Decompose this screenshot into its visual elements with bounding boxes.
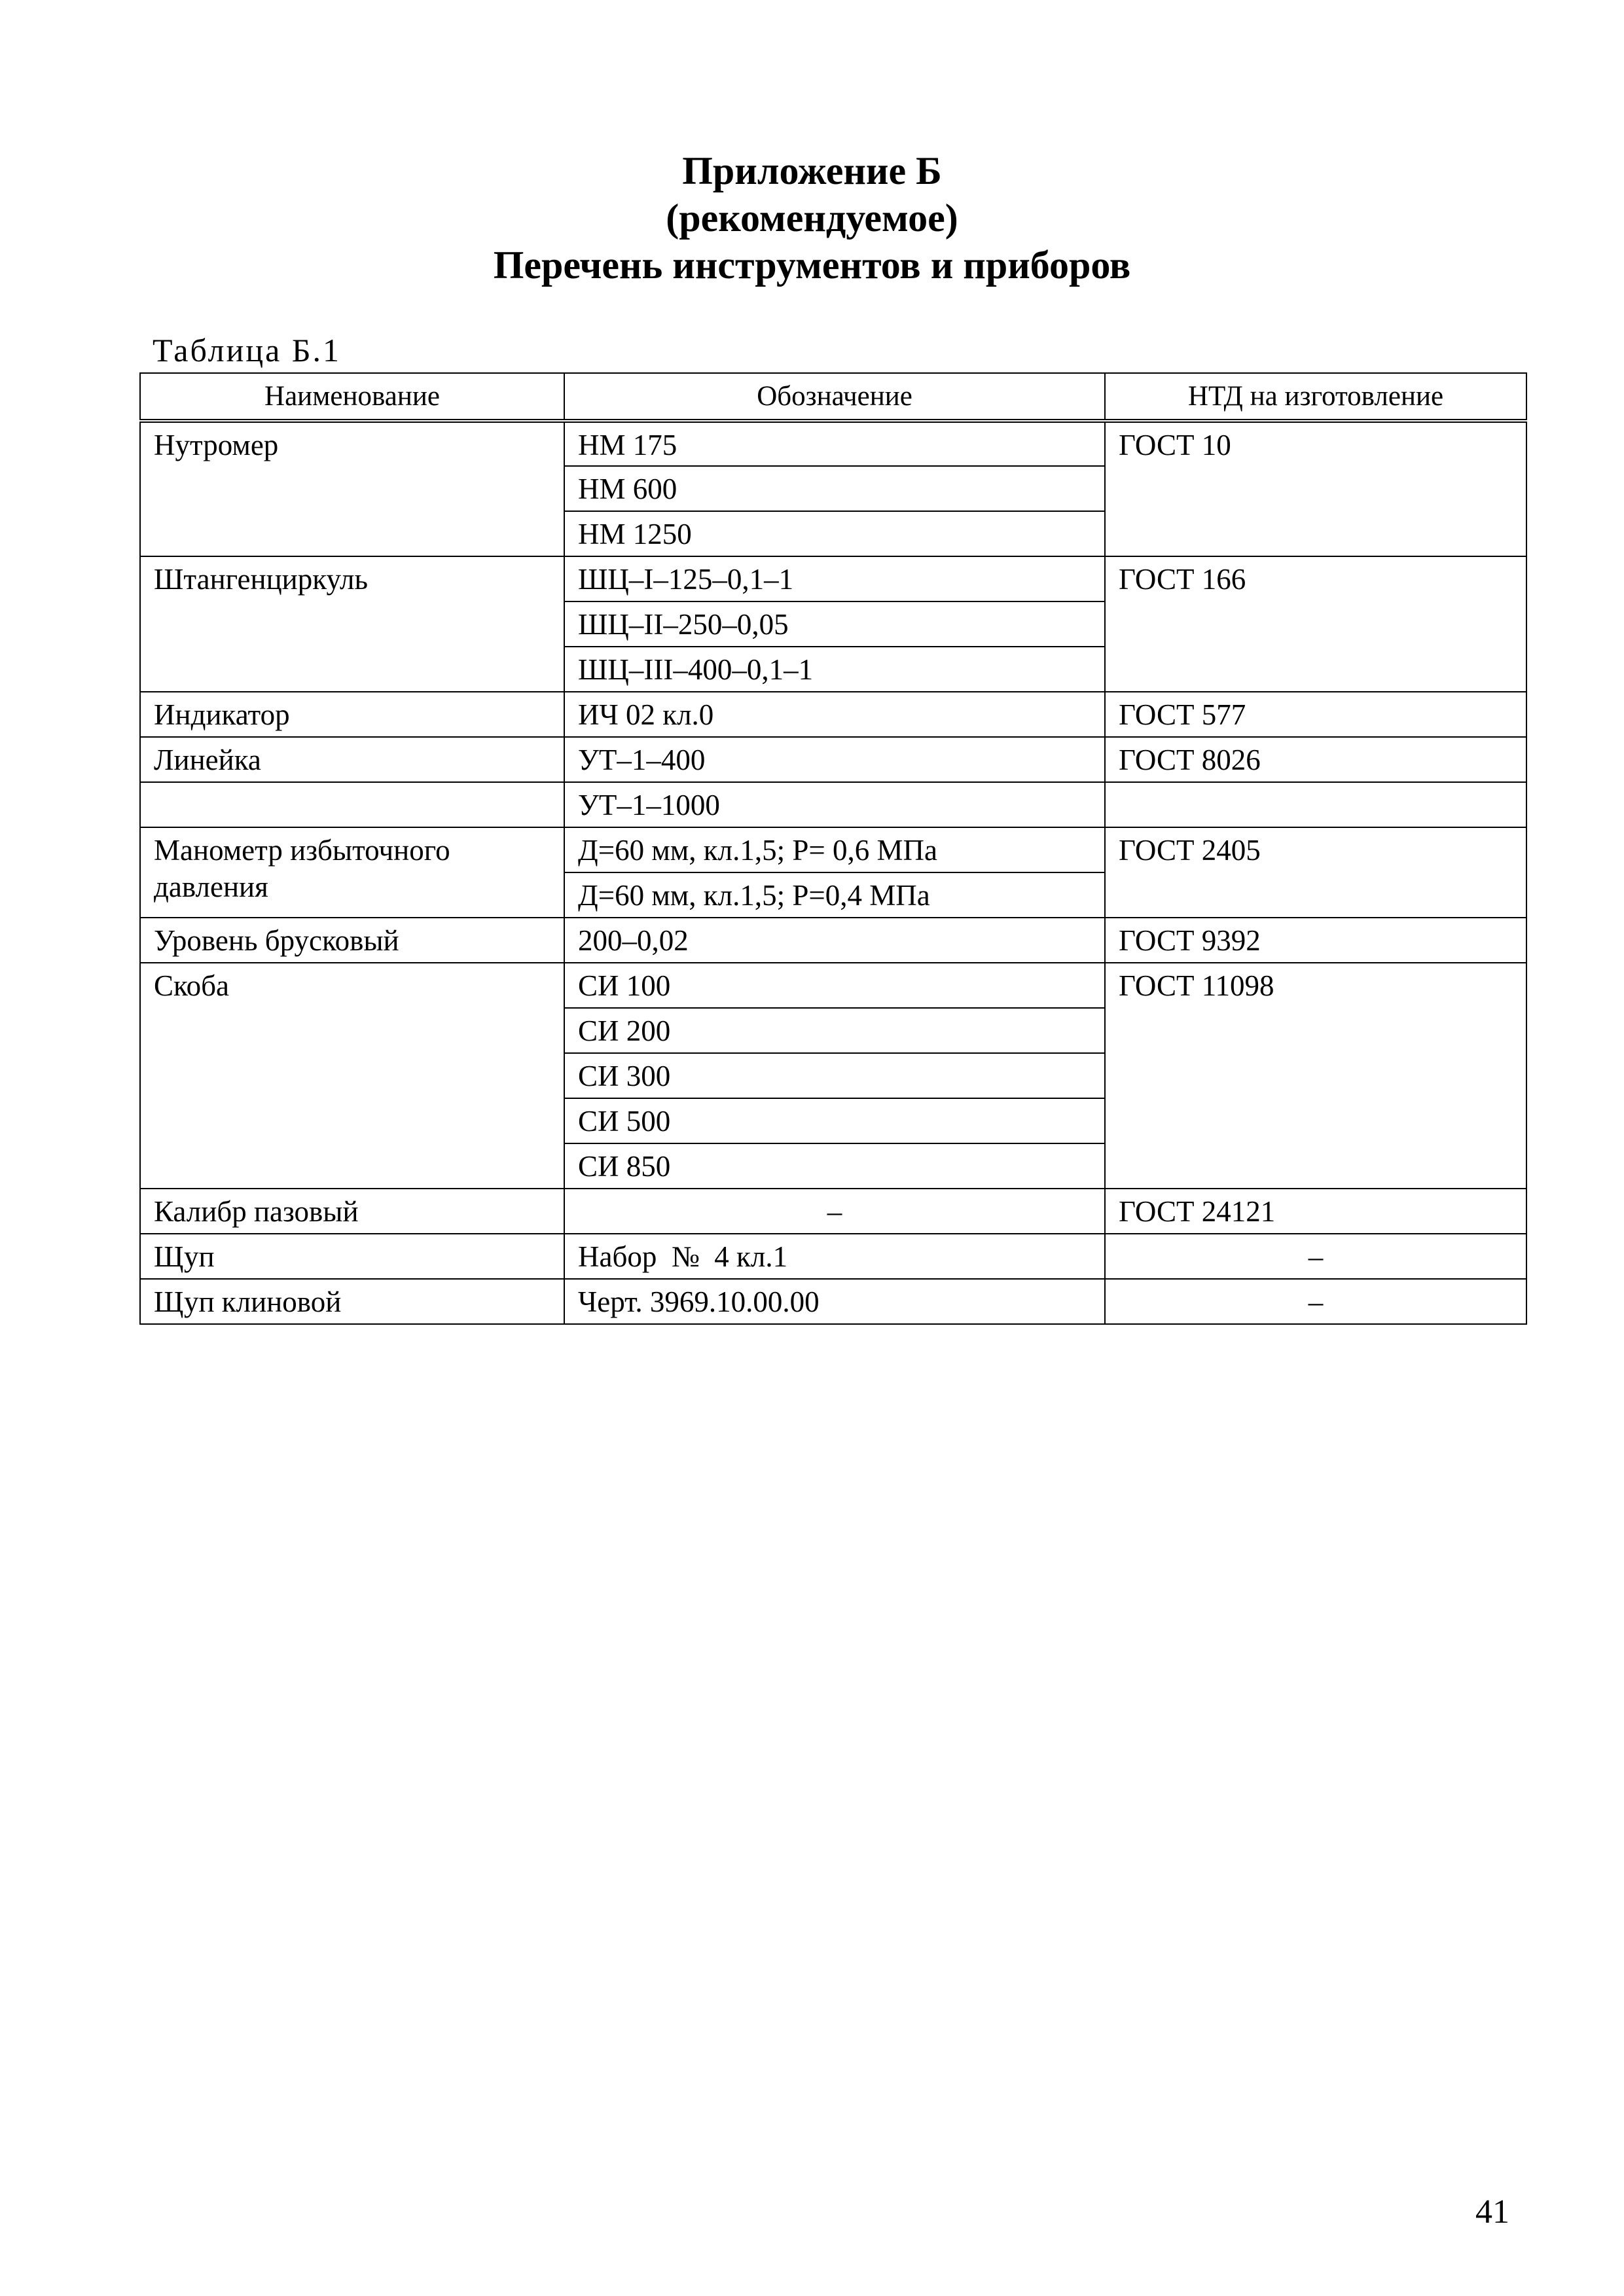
- cell-designation: СИ 300: [564, 1053, 1105, 1098]
- table-row: [140, 1234, 1526, 1279]
- column-header-standard: НТД на изготовление: [1105, 373, 1526, 421]
- cell-designation: СИ 500: [564, 1098, 1105, 1143]
- cell-name: Скоба: [140, 963, 564, 1189]
- cell-designation: НМ 175: [564, 421, 1105, 466]
- cell-designation: ШЦ–III–400–0,1–1: [564, 647, 1105, 692]
- cell-standard: –: [1105, 1234, 1526, 1279]
- cell-designation: СИ 100: [564, 963, 1105, 1008]
- cell-standard: ГОСТ 11098: [1105, 963, 1526, 1189]
- appendix-heading: [0, 147, 1624, 289]
- cell-designation: Черт. 3969.10.00.00: [564, 1279, 1105, 1324]
- instruments-table: [139, 372, 1527, 1325]
- cell-name: [140, 782, 564, 827]
- cell-designation: ИЧ 02 кл.0: [564, 692, 1105, 737]
- cell-standard: ГОСТ 577: [1105, 692, 1526, 737]
- cell-name: Нутромер: [140, 421, 564, 556]
- cell-designation: НМ 600: [564, 466, 1105, 511]
- cell-designation: Д=60 мм, кл.1,5; Р=0,4 МПа: [564, 872, 1105, 918]
- cell-name: Линейка: [140, 737, 564, 782]
- cell-name: Калибр пазовый: [140, 1189, 564, 1234]
- cell-designation: УТ–1–400: [564, 737, 1105, 782]
- table-row: [140, 782, 1526, 827]
- cell-standard: ГОСТ 9392: [1105, 918, 1526, 963]
- cell-designation: –: [564, 1189, 1105, 1234]
- cell-designation: УТ–1–1000: [564, 782, 1105, 827]
- cell-name: Уровень брусковый: [140, 918, 564, 963]
- cell-designation: Д=60 мм, кл.1,5; Р= 0,6 МПа: [564, 827, 1105, 872]
- table-row: [140, 737, 1526, 782]
- page-number: 41: [1475, 2193, 1509, 2231]
- cell-standard: ГОСТ 24121: [1105, 1189, 1526, 1234]
- table-caption: Таблица Б.1: [153, 332, 342, 368]
- cell-standard: ГОСТ 166: [1105, 556, 1526, 692]
- cell-name: Манометр избыточного давления: [140, 827, 564, 918]
- table-row: [140, 963, 1526, 1008]
- table-row: [140, 556, 1526, 601]
- cell-name: Штангенциркуль: [140, 556, 564, 692]
- column-header-designation: Обозначение: [564, 373, 1105, 421]
- cell-designation: НМ 1250: [564, 511, 1105, 556]
- cell-designation: ШЦ–II–250–0,05: [564, 601, 1105, 647]
- cell-designation: Набор № 4 кл.1: [564, 1234, 1105, 1279]
- appendix-title: Приложение Б: [682, 149, 942, 192]
- table-row: [140, 421, 1526, 466]
- table-row: [140, 1189, 1526, 1234]
- cell-designation: СИ 200: [564, 1008, 1105, 1053]
- table-row: [140, 1279, 1526, 1324]
- cell-designation: СИ 850: [564, 1143, 1105, 1189]
- cell-standard: [1105, 782, 1526, 827]
- cell-standard: ГОСТ 2405: [1105, 827, 1526, 918]
- cell-name: Индикатор: [140, 692, 564, 737]
- cell-designation: 200–0,02: [564, 918, 1105, 963]
- table-row: [140, 827, 1526, 872]
- cell-designation: ШЦ–I–125–0,1–1: [564, 556, 1105, 601]
- cell-standard: ГОСТ 8026: [1105, 737, 1526, 782]
- table-row: [140, 692, 1526, 737]
- cell-standard: –: [1105, 1279, 1526, 1324]
- table-row: [140, 918, 1526, 963]
- cell-standard: ГОСТ 10: [1105, 421, 1526, 556]
- cell-name: Щуп клиновой: [140, 1279, 564, 1324]
- table-header-row: [140, 373, 1526, 421]
- column-header-name: Наименование: [140, 373, 564, 421]
- appendix-status: (рекомендуемое): [666, 196, 958, 240]
- cell-name: Щуп: [140, 1234, 564, 1279]
- appendix-subject: Перечень инструментов и приборов: [493, 243, 1131, 287]
